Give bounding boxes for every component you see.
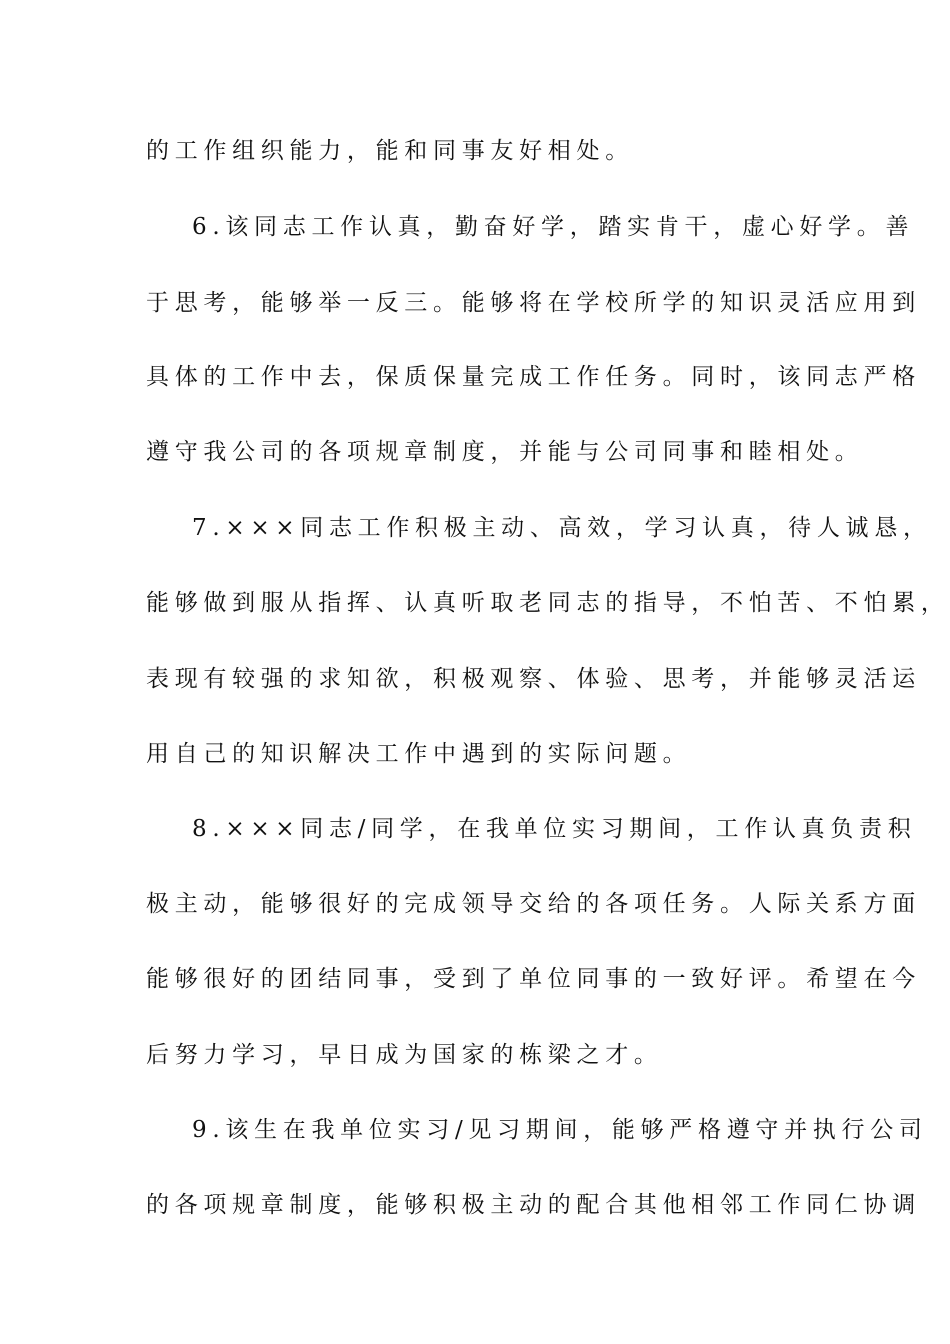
- paragraph-line: 用自己的知识解决工作中遇到的实际问题。: [146, 741, 692, 767]
- paragraph-line: 7.×××同志工作积极主动、高效，学习认真，待人诚恳，: [192, 515, 932, 541]
- paragraph-line: 能够很好的团结同事，受到了单位同事的一致好评。希望在今: [146, 966, 921, 992]
- paragraph-line: 的工作组织能力，能和同事友好相处。: [146, 138, 634, 164]
- paragraph-line: 6.该同志工作认真，勤奋好学，踏实肯干，虚心好学。善: [192, 214, 915, 240]
- paragraph-line: 极主动，能够很好的完成领导交给的各项任务。人际关系方面: [146, 891, 921, 917]
- paragraph-line: 于思考，能够举一反三。能够将在学校所学的知识灵活应用到: [146, 290, 921, 316]
- paragraph-line: 能够做到服从指挥、认真听取老同志的指导，不怕苦、不怕累，: [146, 590, 950, 616]
- paragraph-line: 表现有较强的求知欲，积极观察、体验、思考，并能够灵活运: [146, 666, 921, 692]
- paragraph-line: 具体的工作中去，保质保量完成工作任务。同时，该同志严格: [146, 364, 921, 390]
- paragraph-line: 后努力学习，早日成为国家的栋梁之才。: [146, 1042, 663, 1068]
- paragraph-line: 8.×××同志/同学，在我单位实习期间，工作认真负责积: [192, 816, 917, 842]
- paragraph-line: 遵守我公司的各项规章制度，并能与公司同事和睦相处。: [146, 439, 864, 465]
- paragraph-line: 9.该生在我单位实习/见习期间，能够严格遵守并执行公司: [192, 1117, 928, 1143]
- paragraph-line: 的各项规章制度，能够积极主动的配合其他相邻工作同仁协调: [146, 1192, 921, 1218]
